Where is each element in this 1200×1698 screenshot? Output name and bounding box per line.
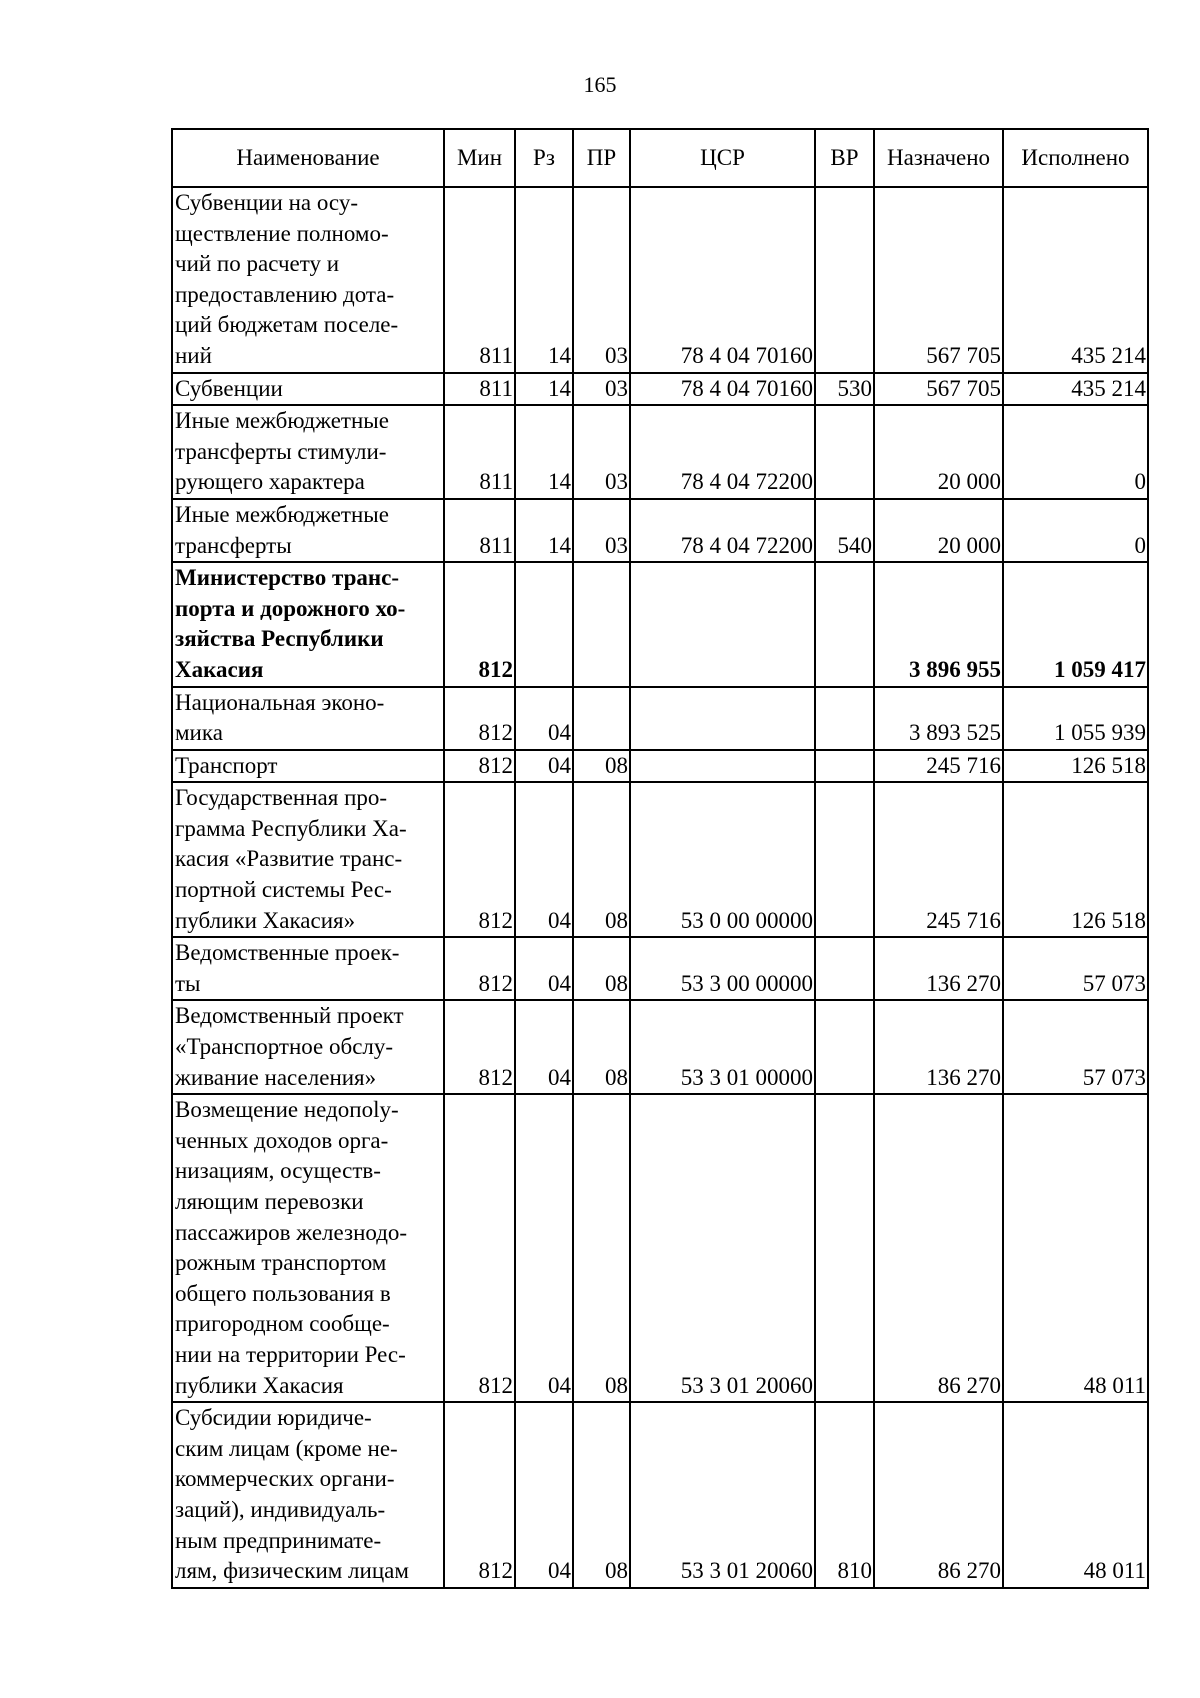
cell-vr <box>815 405 874 499</box>
cell-executed: 126 518 <box>1003 782 1148 937</box>
cell-executed: 57 073 <box>1003 937 1148 1000</box>
cell-vr <box>815 1000 874 1094</box>
table-row <box>172 687 1148 750</box>
cell-name: Иные межбюджетные трансферты <box>172 499 444 562</box>
cell-vr: 540 <box>815 499 874 562</box>
header-csr: ЦСР <box>630 129 815 187</box>
header-min: Мин <box>444 129 515 187</box>
cell-planned: 567 705 <box>874 187 1003 373</box>
page-number: 165 <box>583 72 617 97</box>
cell-csr: 78 4 04 70160 <box>630 187 815 373</box>
cell-name: Иные межбюджетные трансферты стимули- рующего характера <box>172 405 444 499</box>
table-row <box>172 187 1148 373</box>
cell-name: Национальная эконо- мика <box>172 687 444 750</box>
cell-vr <box>815 1094 874 1402</box>
cell-csr: 53 3 00 00000 <box>630 937 815 1000</box>
cell-planned: 86 270 <box>874 1094 1003 1402</box>
cell-csr: 53 0 00 00000 <box>630 782 815 937</box>
cell-name: Министерство транс- порта и дорожного хо- зяйства Республики Хакасия <box>172 562 444 686</box>
cell-csr: 53 3 01 20060 <box>630 1094 815 1402</box>
table-row <box>172 1000 1148 1094</box>
table-header-row <box>172 129 1148 187</box>
cell-csr: 78 4 04 72200 <box>630 405 815 499</box>
cell-min: 812 <box>444 1094 515 1402</box>
cell-min: 811 <box>444 499 515 562</box>
cell-name: Субсидии юридиче- ским лицам (кроме не- коммерческих органи- заций), индивидуаль- ным предпринимате- лям, физическим лицам <box>172 1402 444 1588</box>
cell-executed: 435 214 <box>1003 187 1148 373</box>
cell-planned: 136 270 <box>874 1000 1003 1094</box>
cell-name: Ведомственные проек- ты <box>172 937 444 1000</box>
cell-rz: 14 <box>515 187 573 373</box>
cell-pr: 08 <box>573 1402 630 1588</box>
cell-rz: 14 <box>515 373 573 406</box>
header-planned: Назначено <box>874 129 1003 187</box>
cell-executed: 0 <box>1003 499 1148 562</box>
cell-planned: 20 000 <box>874 405 1003 499</box>
cell-rz: 04 <box>515 1094 573 1402</box>
cell-name: Ведомственный проект «Транспортное обслу- живание населения» <box>172 1000 444 1094</box>
header-pr: ПР <box>573 129 630 187</box>
cell-min: 812 <box>444 782 515 937</box>
header-name: Наименование <box>172 129 444 187</box>
cell-planned: 567 705 <box>874 373 1003 406</box>
cell-rz: 04 <box>515 937 573 1000</box>
cell-pr <box>573 562 630 686</box>
cell-min: 812 <box>444 1402 515 1588</box>
cell-pr: 08 <box>573 1094 630 1402</box>
header-vr: ВР <box>815 129 874 187</box>
cell-rz: 14 <box>515 405 573 499</box>
budget-execution-table <box>171 128 1149 1589</box>
cell-csr: 53 3 01 20060 <box>630 1402 815 1588</box>
cell-name: Государственная про- грамма Республики Ха- касия «Развитие транс- портной системы Рес- публики Хакасия» <box>172 782 444 937</box>
cell-vr: 810 <box>815 1402 874 1588</box>
cell-csr: 78 4 04 72200 <box>630 499 815 562</box>
cell-executed: 48 011 <box>1003 1094 1148 1402</box>
cell-executed: 0 <box>1003 405 1148 499</box>
header-rz: Рз <box>515 129 573 187</box>
table-row <box>172 405 1148 499</box>
cell-executed: 435 214 <box>1003 373 1148 406</box>
cell-planned: 3 893 525 <box>874 687 1003 750</box>
cell-min: 812 <box>444 687 515 750</box>
table-row <box>172 782 1148 937</box>
cell-rz <box>515 562 573 686</box>
cell-vr <box>815 782 874 937</box>
cell-pr: 08 <box>573 937 630 1000</box>
cell-planned: 245 716 <box>874 750 1003 783</box>
table-row <box>172 937 1148 1000</box>
cell-vr <box>815 687 874 750</box>
cell-executed: 126 518 <box>1003 750 1148 783</box>
cell-name: Возмещение недопolу- ченных доходов орга- низациям, осуществ- ляющим перевозки пассажиров железнодо- рожным транспортом общего пользования в пригородном сообще- нии на территории Рес- публики Хакасия <box>172 1094 444 1402</box>
cell-pr: 03 <box>573 499 630 562</box>
table-row <box>172 499 1148 562</box>
cell-csr <box>630 687 815 750</box>
cell-executed: 1 055 939 <box>1003 687 1148 750</box>
cell-pr: 03 <box>573 373 630 406</box>
cell-name: Транспорт <box>172 750 444 783</box>
cell-vr <box>815 187 874 373</box>
cell-csr <box>630 750 815 783</box>
cell-planned: 20 000 <box>874 499 1003 562</box>
table-body <box>172 187 1148 1588</box>
cell-pr: 03 <box>573 187 630 373</box>
cell-csr <box>630 562 815 686</box>
cell-min: 812 <box>444 562 515 686</box>
cell-rz: 04 <box>515 1000 573 1094</box>
cell-min: 811 <box>444 373 515 406</box>
cell-pr: 08 <box>573 1000 630 1094</box>
cell-executed: 48 011 <box>1003 1402 1148 1588</box>
cell-rz: 04 <box>515 782 573 937</box>
cell-pr: 08 <box>573 782 630 937</box>
cell-executed: 1 059 417 <box>1003 562 1148 686</box>
table-row <box>172 562 1148 686</box>
table-row <box>172 1402 1148 1588</box>
cell-executed: 57 073 <box>1003 1000 1148 1094</box>
cell-min: 811 <box>444 405 515 499</box>
header-executed: Исполнено <box>1003 129 1148 187</box>
cell-vr <box>815 562 874 686</box>
cell-rz: 14 <box>515 499 573 562</box>
cell-planned: 136 270 <box>874 937 1003 1000</box>
cell-planned: 245 716 <box>874 782 1003 937</box>
cell-vr <box>815 750 874 783</box>
cell-min: 812 <box>444 750 515 783</box>
cell-min: 812 <box>444 937 515 1000</box>
cell-pr <box>573 687 630 750</box>
table-row <box>172 373 1148 406</box>
cell-pr: 03 <box>573 405 630 499</box>
cell-vr <box>815 937 874 1000</box>
cell-pr: 08 <box>573 750 630 783</box>
table-row <box>172 750 1148 783</box>
cell-rz: 04 <box>515 1402 573 1588</box>
cell-name: Субвенции на осу- ществление полномо- чий по расчету и предоставлению дота- ций бюджетам поселе- ний <box>172 187 444 373</box>
cell-planned: 3 896 955 <box>874 562 1003 686</box>
cell-rz: 04 <box>515 687 573 750</box>
cell-planned: 86 270 <box>874 1402 1003 1588</box>
cell-csr: 78 4 04 70160 <box>630 373 815 406</box>
cell-csr: 53 3 01 00000 <box>630 1000 815 1094</box>
cell-rz: 04 <box>515 750 573 783</box>
cell-name: Субвенции <box>172 373 444 406</box>
cell-vr: 530 <box>815 373 874 406</box>
cell-min: 812 <box>444 1000 515 1094</box>
table-row <box>172 1094 1148 1402</box>
cell-min: 811 <box>444 187 515 373</box>
